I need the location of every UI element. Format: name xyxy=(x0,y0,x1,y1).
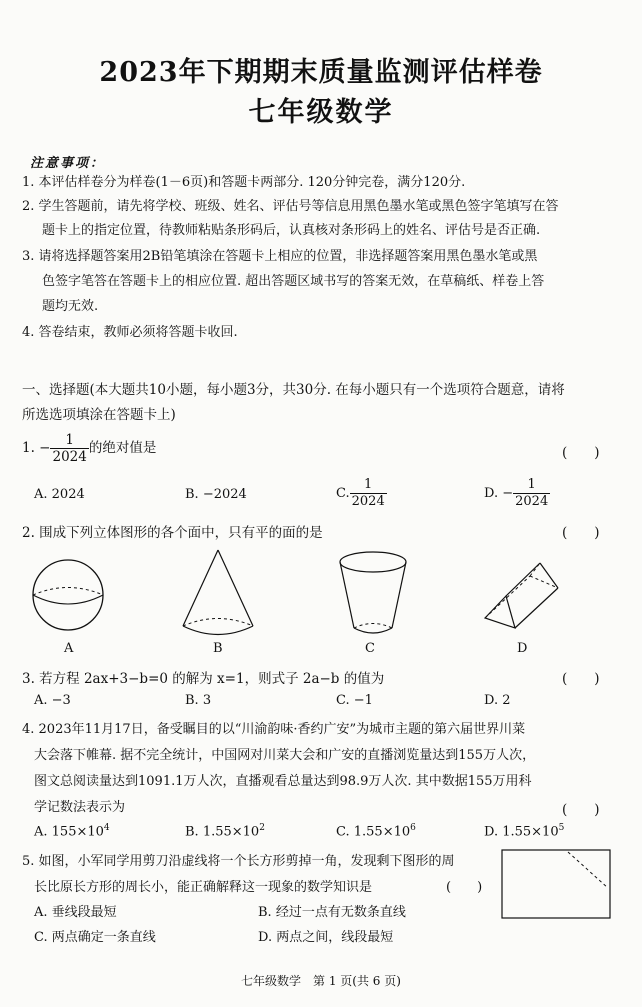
question-3: 3. 若方程 2ax+3−b=0 的解为 x=1，则式子 2a−b 的值为 xyxy=(22,671,385,687)
page-footer: 七年级数学 第 1 页(共 6 页) xyxy=(241,974,401,988)
option-d: D. 两点之间，线段最短 xyxy=(258,930,394,945)
question-4-line: 学记数法表示为 xyxy=(34,800,126,815)
question-4-line: 图文总阅读量达到1091.1万人次，直播观看总量达到98.9万人次. 其中数据155万用科 xyxy=(34,774,532,789)
note-line: 4. 答卷结束，教师必须将答题卡收回. xyxy=(22,325,238,340)
exam-title: 2023年下期期末质量监测评估样卷 xyxy=(99,57,543,88)
answer-paren: ( ) xyxy=(562,525,600,541)
option-a: A. 垂线段最短 xyxy=(34,905,117,920)
option-d: D. $1.55\times 10^5$ xyxy=(484,823,565,840)
sphere-figure xyxy=(30,558,110,638)
frustum-figure xyxy=(336,548,411,643)
answer-paren: ( ) xyxy=(562,802,600,818)
notes-heading: 注意事项： xyxy=(30,156,106,171)
question-4: 4. 2023年11月17日，备受瞩目的以“川渝韵味·香约广安”为城市主题的第六届世界川菜 xyxy=(22,722,526,737)
option-a: A. −3 xyxy=(34,693,71,708)
option-a: A. 2024 xyxy=(34,487,85,502)
option-b: B. 经过一点有无数条直线 xyxy=(258,905,406,920)
answer-paren: ( ) xyxy=(562,445,600,461)
question-5-line: 长比原长方形的周长小，能正确解释这一现象的数学知识是 xyxy=(34,880,373,895)
rectangle-cut-figure xyxy=(500,848,615,923)
figure-label-a: A xyxy=(64,641,74,656)
exam-subtitle: 七年级数学 xyxy=(248,97,394,128)
option-a: A. $155\times 10^4$ xyxy=(34,823,110,840)
option-b: B. $1.55\times 10^2$ xyxy=(185,823,265,840)
question-2: 2. 围成下列立体图形的各个面中，只有平的面的是 xyxy=(22,525,323,541)
note-line: 色签字笔答在答题卡上的相应位置. 超出答题区域书写的答案无效，在草稿纸、样卷上答 xyxy=(42,274,545,289)
option-d: D. 2 xyxy=(484,693,511,708)
question-4-line: 大会落下帷幕. 据不完全统计，中国网对川菜大会和广安的直播浏览量达到155万人次， xyxy=(34,748,536,763)
note-line: 2. 学生答题前，请先将学校、班级、姓名、评估号等信息用黑色墨水笔或黑色签字笔填写在答 xyxy=(22,199,559,214)
option-c: C. $\frac{1}{2024}$ xyxy=(336,477,385,509)
note-line: 题均无效. xyxy=(42,299,99,314)
option-b: B. −2024 xyxy=(185,487,247,502)
cone-figure xyxy=(178,548,258,643)
question-1: 1. − $\frac{1}{2024}$ 的绝对值是 xyxy=(22,432,157,465)
note-line: 1. 本评估样卷分为样卷(1－6页)和答题卡两部分. 120分钟完卷，满分120分. xyxy=(22,175,466,190)
note-line: 题卡上的指定位置，待教师粘贴条形码后，认真核对条形码上的姓名、评估号是否正确. xyxy=(42,223,541,238)
option-c: C. −1 xyxy=(336,693,373,708)
option-c: C. 两点确定一条直线 xyxy=(34,930,156,945)
section-heading: 一、选择题(本大题共10小题，每小题3分，共30分. 在每小题只有一个选项符合题意，请将 xyxy=(22,382,565,398)
note-line: 3. 请将选择题答案用2B铅笔填涂在答题卡上相应的位置，非选择题答案用黑色墨水笔或黑 xyxy=(22,249,538,264)
figure-label-b: B xyxy=(213,641,223,656)
answer-paren: ( ) xyxy=(562,671,600,687)
option-b: B. 3 xyxy=(185,693,212,708)
answer-paren: ( ) xyxy=(446,880,483,895)
section-heading-cont: 所选选项填涂在答题卡上) xyxy=(22,407,176,423)
question-5: 5. 如图，小军同学用剪刀沿虚线将一个长方形剪掉一角，发现剩下图形的周 xyxy=(22,854,455,869)
option-d: D. − $\frac{1}{2024}$ xyxy=(484,477,549,509)
prism-figure xyxy=(480,558,565,638)
option-c: C. $1.55\times 10^6$ xyxy=(336,823,416,840)
figure-label-d: D xyxy=(517,641,528,656)
figure-label-c: C xyxy=(365,641,375,656)
